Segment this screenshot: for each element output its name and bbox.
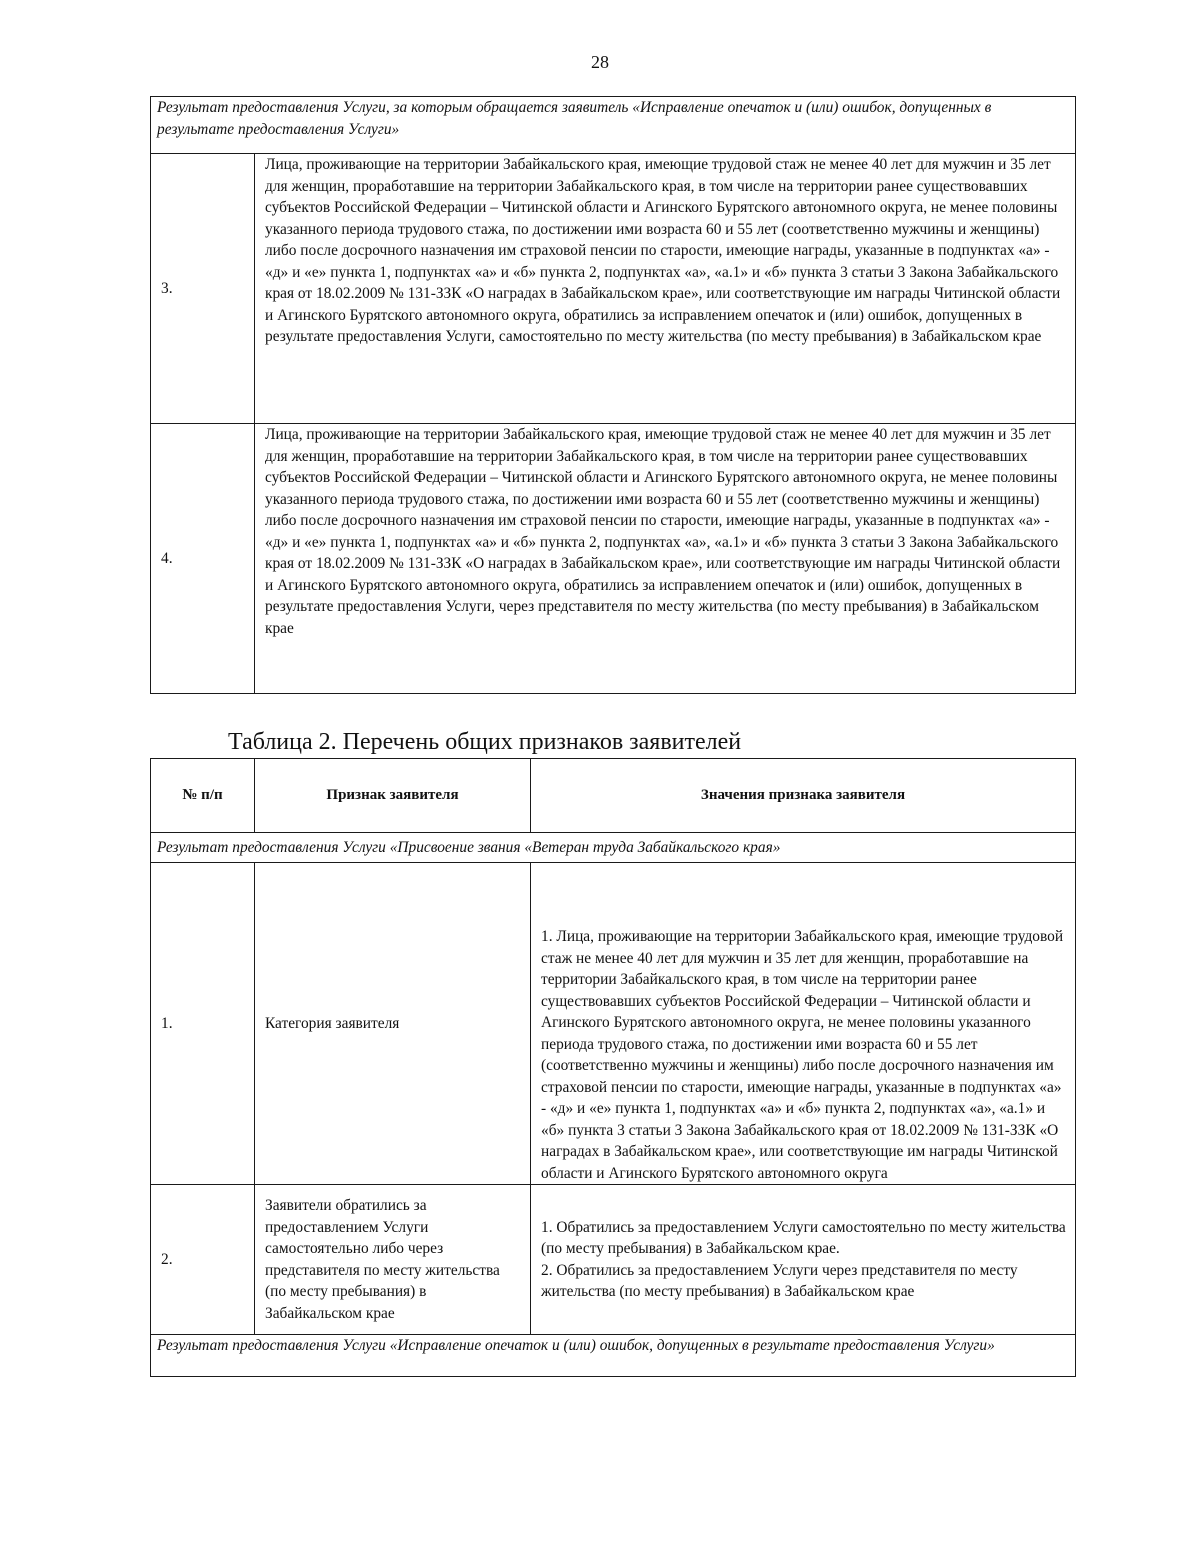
- row-number: 2.: [151, 1185, 255, 1335]
- column-header-attribute: Признак заявителя: [255, 759, 531, 833]
- row-attribute: Заявители обратились за предоставлением Услуги самостоятельно либо через представителя по месту жительства (по месту пребывания) в Забайкальском крае: [255, 1185, 531, 1335]
- section-title: Результат предоставления Услуги «Присвоение звания «Ветеран труда Забайкальского края»: [151, 833, 1076, 863]
- table-row: [151, 424, 1076, 694]
- row-attribute: Категория заявителя: [255, 863, 531, 1185]
- column-header-number: № п/п: [151, 759, 255, 833]
- table-section-row: [151, 1335, 1076, 1377]
- row-description: Лица, проживающие на территории Забайкальского края, имеющие трудовой стаж не менее 40 лет для мужчин и 35 лет для женщин, проработавшие на территории Забайкальского края, в том числе на территории ранее существовавших субъектов Российской Федерации – Читинской области и Агинского Бурятского автономного округа, не менее половины указанного периода трудового стажа, по достижении ими возраста 60 и 55 лет (соответственно мужчины и женщины) либо после досрочного назначения им страховой пенсии по старости, имеющие награды, указанные в подпунктах «а» - «д» и «е» пункта 1, подпунктах «а» и «б» пункта 2, подпунктах «а», «а.1» и «б» пункта 3 статьи 3 Закона Забайкальского края от 18.02.2009 № 131-ЗЗК «О наградах в Забайкальском крае», или соответствующие им награды Читинской области и Агинского Бурятского автономного округа, обратились за исправлением опечаток и (или) ошибок, допущенных в результате предоставления Услуги, самостоятельно по месту жительства (по месту пребывания) в Забайкальском крае: [255, 154, 1076, 424]
- row-values-line: 2. Обратились за предоставлением Услуги через представителя по месту жительства (по месту пребывания) в Забайкальском крае: [541, 1261, 1018, 1300]
- table-applicant-variants-continued: [150, 96, 1076, 694]
- table-row: [151, 154, 1076, 424]
- row-values: [531, 1185, 1076, 1335]
- table-row: [151, 1185, 1076, 1335]
- table-common-applicant-attributes: [150, 758, 1076, 1377]
- table-header-row: [151, 759, 1076, 833]
- column-header-values: Значения признака заявителя: [531, 759, 1076, 833]
- table-section-row: [151, 833, 1076, 863]
- page-number: 28: [591, 52, 609, 72]
- row-values-line: 1. Обратились за предоставлением Услуги самостоятельно по месту жительства (по месту пребывания) в Забайкальском крае.: [541, 1218, 1066, 1257]
- table-caption: Таблица 2. Перечень общих признаков заявителей: [228, 729, 742, 755]
- row-values: 1. Лица, проживающие на территории Забайкальского края, имеющие трудовой стаж не менее 40 лет для мужчин и 35 лет для женщин, проработавшие на территории Забайкальского края, в том числе на территории ранее существовавших субъектов Российской Федерации – Читинской области и Агинского Бурятского автономного округа, не менее половины указанного периода трудового стажа, по достижении ими возраста 60 и 55 лет (соответственно мужчины и женщины) либо после досрочного назначения им страховой пенсии по старости, имеющие награды, указанные в подпунктах «а» - «д» и «е» пункта 1, подпунктах «а» и «б» пункта 2, подпунктах «а», «а.1» и «б» пункта 3 статьи 3 Закона Забайкальского края от 18.02.2009 № 131-ЗЗК «О наградах в Забайкальском крае», или соответствующие им награды Читинской области и Агинского Бурятского автономного округа: [531, 863, 1076, 1185]
- table-section-row: [151, 97, 1076, 154]
- section-title: Результат предоставления Услуги «Исправление опечаток и (или) ошибок, допущенных в результате предоставления Услуги»: [151, 1335, 1076, 1377]
- section-title: Результат предоставления Услуги, за которым обращается заявитель «Исправление опечаток и (или) ошибок, допущенных в результате предоставления Услуги»: [151, 97, 1076, 154]
- table-row: [151, 863, 1076, 1185]
- row-number: 4.: [151, 424, 255, 694]
- row-number: 3.: [151, 154, 255, 424]
- row-description: Лица, проживающие на территории Забайкальского края, имеющие трудовой стаж не менее 40 лет для мужчин и 35 лет для женщин, проработавшие на территории Забайкальского края, в том числе на территории ранее существовавших субъектов Российской Федерации – Читинской области и Агинского Бурятского автономного округа, не менее половины указанного периода трудового стажа, по достижении ими возраста 60 и 55 лет (соответственно мужчины и женщины) либо после досрочного назначения им страховой пенсии по старости, имеющие награды, указанные в подпунктах «а» - «д» и «е» пункта 1, подпунктах «а» и «б» пункта 2, подпунктах «а», «а.1» и «б» пункта 3 статьи 3 Закона Забайкальского края от 18.02.2009 № 131-ЗЗК «О наградах в Забайкальском крае», или соответствующие им награды Читинской области и Агинского Бурятского автономного округа, обратились за исправлением опечаток и (или) ошибок, допущенных в результате предоставления Услуги, через представителя по месту жительства (по месту пребывания) в Забайкальском крае: [255, 424, 1076, 694]
- row-number: 1.: [151, 863, 255, 1185]
